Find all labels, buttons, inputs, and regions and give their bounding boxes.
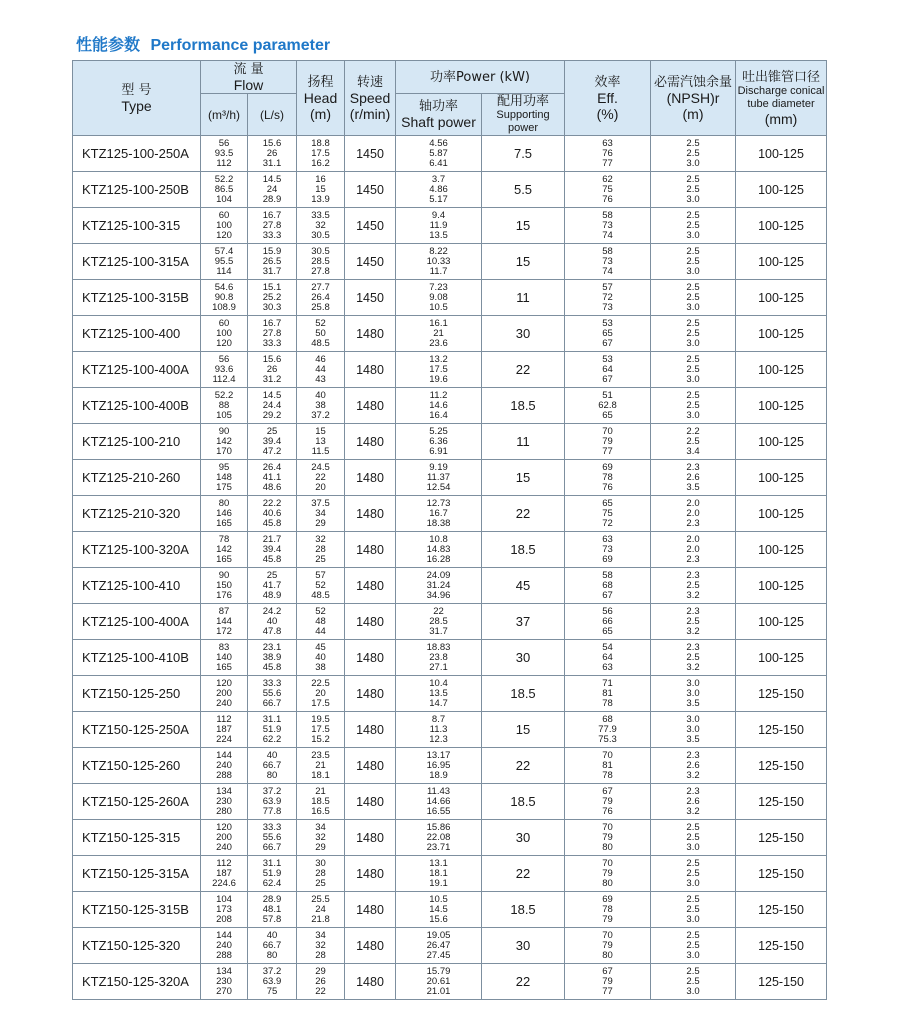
cell-npsh: 2.5 2.5 3.0 [651, 208, 736, 244]
cell-shaft-power: 5.25 6.36 6.91 [396, 424, 482, 460]
cell-flow-m3h: 54.6 90.8 108.9 [201, 280, 248, 316]
cell-shaft-power: 9.4 11.9 13.5 [396, 208, 482, 244]
cell-head: 34 32 29 [297, 820, 345, 856]
cell-type: KTZ125-210-320 [73, 496, 201, 532]
cell-type: KTZ150-125-315A [73, 856, 201, 892]
cell-shaft-power: 19.05 26.47 27.45 [396, 928, 482, 964]
cell-flow-m3h: 60 100 120 [201, 316, 248, 352]
header-supporting-power: 配用功率 Supporting power [482, 94, 565, 136]
cell-npsh: 2.5 2.5 3.0 [651, 352, 736, 388]
cell-shaft-power: 15.86 22.08 23.71 [396, 820, 482, 856]
cell-type: KTZ125-100-315B [73, 280, 201, 316]
cell-diameter: 125-150 [736, 748, 827, 784]
header-flow: 流 量 Flow [201, 61, 297, 94]
cell-npsh: 2.3 2.6 3.2 [651, 784, 736, 820]
cell-eff: 57 72 73 [565, 280, 651, 316]
table-row [73, 604, 827, 640]
table-row [73, 964, 827, 1000]
table-row [73, 568, 827, 604]
cell-diameter: 100-125 [736, 532, 827, 568]
cell-shaft-power: 4.56 5.87 6.41 [396, 136, 482, 172]
cell-flow-ls: 14.5 24.4 29.2 [248, 388, 297, 424]
cell-head: 19.5 17.5 15.2 [297, 712, 345, 748]
cell-flow-ls: 40 66.7 80 [248, 748, 297, 784]
cell-flow-m3h: 90 142 170 [201, 424, 248, 460]
cell-type: KTZ125-100-315 [73, 208, 201, 244]
cell-head: 21 18.5 16.5 [297, 784, 345, 820]
cell-flow-m3h: 87 144 172 [201, 604, 248, 640]
cell-eff: 69 78 79 [565, 892, 651, 928]
cell-diameter: 100-125 [736, 352, 827, 388]
cell-diameter: 125-150 [736, 784, 827, 820]
cell-head: 30.5 28.5 27.8 [297, 244, 345, 280]
cell-type: KTZ150-125-250A [73, 712, 201, 748]
cell-npsh: 2.5 2.5 3.0 [651, 244, 736, 280]
cell-type: KTZ125-100-400B [73, 388, 201, 424]
cell-type: KTZ125-100-400 [73, 316, 201, 352]
cell-flow-m3h: 134 230 270 [201, 964, 248, 1000]
table-row [73, 244, 827, 280]
cell-type: KTZ150-125-315 [73, 820, 201, 856]
cell-flow-ls: 21.7 39.4 45.8 [248, 532, 297, 568]
cell-npsh: 2.5 2.5 3.0 [651, 388, 736, 424]
cell-npsh: 2.5 2.5 3.0 [651, 928, 736, 964]
cell-diameter: 100-125 [736, 460, 827, 496]
cell-flow-m3h: 52.2 86.5 104 [201, 172, 248, 208]
cell-supporting-power: 18.5 [482, 784, 565, 820]
performance-table [72, 60, 827, 1000]
cell-flow-m3h: 95 148 175 [201, 460, 248, 496]
cell-diameter: 100-125 [736, 496, 827, 532]
header-type: 型 号 Type [73, 61, 201, 136]
table-row [73, 424, 827, 460]
title-en: Performance parameter [150, 37, 331, 54]
cell-head: 37.5 34 29 [297, 496, 345, 532]
cell-shaft-power: 13.17 16.95 18.9 [396, 748, 482, 784]
cell-diameter: 100-125 [736, 136, 827, 172]
cell-flow-ls: 28.9 48.1 57.8 [248, 892, 297, 928]
cell-type: KTZ150-125-315B [73, 892, 201, 928]
table-row [73, 136, 827, 172]
cell-npsh: 2.2 2.5 3.4 [651, 424, 736, 460]
cell-diameter: 100-125 [736, 172, 827, 208]
cell-npsh: 2.5 2.5 3.0 [651, 136, 736, 172]
table-row [73, 352, 827, 388]
cell-shaft-power: 7.23 9.08 10.5 [396, 280, 482, 316]
cell-diameter: 125-150 [736, 928, 827, 964]
cell-npsh: 2.3 2.6 3.2 [651, 748, 736, 784]
cell-npsh: 2.0 2.0 2.3 [651, 496, 736, 532]
cell-flow-m3h: 120 200 240 [201, 820, 248, 856]
cell-flow-ls: 40 66.7 80 [248, 928, 297, 964]
cell-speed: 1480 [345, 892, 396, 928]
header-diameter: 吐出锥管口径 Discharge conical tube diameter (mm) [736, 61, 827, 136]
cell-supporting-power: 22 [482, 352, 565, 388]
cell-speed: 1480 [345, 532, 396, 568]
cell-supporting-power: 22 [482, 496, 565, 532]
cell-supporting-power: 18.5 [482, 892, 565, 928]
cell-type: KTZ125-100-400A [73, 352, 201, 388]
table-row [73, 676, 827, 712]
cell-flow-m3h: 104 173 208 [201, 892, 248, 928]
table-row [73, 496, 827, 532]
cell-flow-ls: 15.1 25.2 30.3 [248, 280, 297, 316]
cell-type: KTZ150-125-260 [73, 748, 201, 784]
table-row [73, 712, 827, 748]
cell-shaft-power: 10.5 14.5 15.6 [396, 892, 482, 928]
cell-flow-ls: 15.9 26.5 31.7 [248, 244, 297, 280]
cell-npsh: 2.5 2.5 3.0 [651, 820, 736, 856]
cell-npsh: 2.5 2.5 3.0 [651, 892, 736, 928]
table-row [73, 208, 827, 244]
cell-head: 25.5 24 21.8 [297, 892, 345, 928]
cell-flow-ls: 16.7 27.8 33.3 [248, 208, 297, 244]
cell-flow-ls: 24.2 40 47.8 [248, 604, 297, 640]
cell-supporting-power: 11 [482, 424, 565, 460]
cell-speed: 1480 [345, 568, 396, 604]
cell-flow-ls: 31.1 51.9 62.4 [248, 856, 297, 892]
cell-eff: 58 73 74 [565, 208, 651, 244]
cell-npsh: 2.5 2.5 3.0 [651, 280, 736, 316]
cell-eff: 67 79 77 [565, 964, 651, 1000]
cell-supporting-power: 15 [482, 244, 565, 280]
cell-diameter: 125-150 [736, 964, 827, 1000]
table-row [73, 640, 827, 676]
cell-head: 45 40 38 [297, 640, 345, 676]
cell-type: KTZ125-100-400A [73, 604, 201, 640]
cell-diameter: 100-125 [736, 280, 827, 316]
cell-eff: 63 76 77 [565, 136, 651, 172]
cell-flow-ls: 15.6 26 31.1 [248, 136, 297, 172]
cell-shaft-power: 15.79 20.61 21.01 [396, 964, 482, 1000]
cell-head: 18.8 17.5 16.2 [297, 136, 345, 172]
cell-head: 24.5 22 20 [297, 460, 345, 496]
cell-eff: 58 73 74 [565, 244, 651, 280]
cell-head: 22.5 20 17.5 [297, 676, 345, 712]
cell-flow-m3h: 52.2 88 105 [201, 388, 248, 424]
cell-eff: 70 79 80 [565, 856, 651, 892]
cell-eff: 68 77.9 75.3 [565, 712, 651, 748]
cell-flow-ls: 33.3 55.6 66.7 [248, 820, 297, 856]
cell-type: KTZ150-125-250 [73, 676, 201, 712]
table-row [73, 280, 827, 316]
cell-speed: 1480 [345, 820, 396, 856]
cell-shaft-power: 12.73 16.7 18.38 [396, 496, 482, 532]
cell-type: KTZ125-100-410 [73, 568, 201, 604]
cell-shaft-power: 24.09 31.24 34.96 [396, 568, 482, 604]
cell-supporting-power: 11 [482, 280, 565, 316]
table-row [73, 316, 827, 352]
cell-flow-ls: 15.6 26 31.2 [248, 352, 297, 388]
cell-flow-m3h: 90 150 176 [201, 568, 248, 604]
cell-diameter: 125-150 [736, 676, 827, 712]
cell-speed: 1480 [345, 496, 396, 532]
cell-diameter: 100-125 [736, 568, 827, 604]
cell-npsh: 2.5 2.5 3.0 [651, 316, 736, 352]
cell-supporting-power: 15 [482, 712, 565, 748]
cell-speed: 1450 [345, 172, 396, 208]
cell-type: KTZ125-100-250B [73, 172, 201, 208]
table-row [73, 856, 827, 892]
table-row [73, 532, 827, 568]
cell-npsh: 2.3 2.5 3.2 [651, 640, 736, 676]
cell-head: 40 38 37.2 [297, 388, 345, 424]
cell-npsh: 2.5 2.5 3.0 [651, 856, 736, 892]
cell-flow-m3h: 56 93.5 112 [201, 136, 248, 172]
cell-supporting-power: 15 [482, 460, 565, 496]
cell-speed: 1480 [345, 424, 396, 460]
cell-flow-ls: 25 41.7 48.9 [248, 568, 297, 604]
cell-diameter: 125-150 [736, 892, 827, 928]
cell-diameter: 100-125 [736, 424, 827, 460]
cell-eff: 63 73 69 [565, 532, 651, 568]
cell-speed: 1480 [345, 964, 396, 1000]
cell-eff: 70 79 77 [565, 424, 651, 460]
cell-flow-ls: 25 39.4 47.2 [248, 424, 297, 460]
cell-flow-ls: 14.5 24 28.9 [248, 172, 297, 208]
header-eff: 效率 Eff. (%) [565, 61, 651, 136]
cell-speed: 1480 [345, 748, 396, 784]
cell-shaft-power: 16.1 21 23.6 [396, 316, 482, 352]
cell-flow-ls: 22.2 40.6 45.8 [248, 496, 297, 532]
cell-diameter: 125-150 [736, 856, 827, 892]
cell-eff: 65 75 72 [565, 496, 651, 532]
cell-shaft-power: 22 28.5 31.7 [396, 604, 482, 640]
cell-speed: 1480 [345, 640, 396, 676]
cell-flow-m3h: 57.4 95.5 114 [201, 244, 248, 280]
cell-flow-m3h: 80 146 165 [201, 496, 248, 532]
cell-speed: 1480 [345, 784, 396, 820]
cell-flow-m3h: 112 187 224 [201, 712, 248, 748]
cell-diameter: 125-150 [736, 712, 827, 748]
cell-head: 32 28 25 [297, 532, 345, 568]
cell-supporting-power: 30 [482, 316, 565, 352]
cell-diameter: 100-125 [736, 316, 827, 352]
cell-flow-m3h: 134 230 280 [201, 784, 248, 820]
cell-shaft-power: 18.83 23.8 27.1 [396, 640, 482, 676]
cell-flow-ls: 37.2 63.9 77.8 [248, 784, 297, 820]
cell-supporting-power: 22 [482, 748, 565, 784]
cell-eff: 58 68 67 [565, 568, 651, 604]
cell-flow-ls: 31.1 51.9 62.2 [248, 712, 297, 748]
cell-speed: 1480 [345, 604, 396, 640]
cell-npsh: 2.0 2.0 2.3 [651, 532, 736, 568]
page-title [76, 33, 330, 57]
cell-diameter: 100-125 [736, 208, 827, 244]
cell-shaft-power: 10.8 14.83 16.28 [396, 532, 482, 568]
cell-speed: 1480 [345, 676, 396, 712]
cell-type: KTZ125-100-315A [73, 244, 201, 280]
header-shaft-power: 轴功率 Shaft power [396, 94, 482, 136]
cell-flow-m3h: 83 140 165 [201, 640, 248, 676]
table-row [73, 748, 827, 784]
cell-supporting-power: 18.5 [482, 388, 565, 424]
header-head: 扬程 Head (m) [297, 61, 345, 136]
cell-shaft-power: 8.22 10.33 11.7 [396, 244, 482, 280]
cell-eff: 53 64 67 [565, 352, 651, 388]
cell-flow-ls: 37.2 63.9 75 [248, 964, 297, 1000]
cell-diameter: 100-125 [736, 388, 827, 424]
cell-flow-m3h: 112 187 224.6 [201, 856, 248, 892]
cell-speed: 1450 [345, 244, 396, 280]
cell-diameter: 100-125 [736, 604, 827, 640]
cell-flow-m3h: 78 142 165 [201, 532, 248, 568]
cell-type: KTZ125-100-250A [73, 136, 201, 172]
cell-speed: 1480 [345, 316, 396, 352]
cell-supporting-power: 22 [482, 964, 565, 1000]
cell-head: 34 32 28 [297, 928, 345, 964]
cell-supporting-power: 30 [482, 640, 565, 676]
cell-diameter: 100-125 [736, 640, 827, 676]
cell-speed: 1450 [345, 280, 396, 316]
cell-flow-m3h: 60 100 120 [201, 208, 248, 244]
cell-type: KTZ150-125-260A [73, 784, 201, 820]
cell-head: 23.5 21 18.1 [297, 748, 345, 784]
cell-eff: 56 66 65 [565, 604, 651, 640]
cell-eff: 70 79 80 [565, 820, 651, 856]
cell-diameter: 100-125 [736, 244, 827, 280]
cell-type: KTZ125-100-410B [73, 640, 201, 676]
cell-head: 16 15 13.9 [297, 172, 345, 208]
cell-type: KTZ150-125-320 [73, 928, 201, 964]
cell-flow-ls: 26.4 41.1 48.6 [248, 460, 297, 496]
table-row [73, 388, 827, 424]
cell-head: 29 26 22 [297, 964, 345, 1000]
header-speed: 转速 Speed (r/min) [345, 61, 396, 136]
cell-speed: 1450 [345, 136, 396, 172]
cell-shaft-power: 11.2 14.6 16.4 [396, 388, 482, 424]
cell-head: 52 50 48.5 [297, 316, 345, 352]
cell-shaft-power: 10.4 13.5 14.7 [396, 676, 482, 712]
cell-speed: 1450 [345, 208, 396, 244]
cell-flow-m3h: 56 93.6 112.4 [201, 352, 248, 388]
cell-head: 30 28 25 [297, 856, 345, 892]
cell-type: KTZ150-125-320A [73, 964, 201, 1000]
table-row [73, 820, 827, 856]
cell-supporting-power: 15 [482, 208, 565, 244]
cell-speed: 1480 [345, 856, 396, 892]
cell-supporting-power: 30 [482, 820, 565, 856]
cell-flow-ls: 16.7 27.8 33.3 [248, 316, 297, 352]
cell-eff: 51 62.8 65 [565, 388, 651, 424]
cell-shaft-power: 13.1 18.1 19.1 [396, 856, 482, 892]
cell-supporting-power: 5.5 [482, 172, 565, 208]
cell-speed: 1480 [345, 928, 396, 964]
cell-shaft-power: 13.2 17.5 19.6 [396, 352, 482, 388]
table-row [73, 460, 827, 496]
cell-shaft-power: 8.7 11.3 12.3 [396, 712, 482, 748]
cell-head: 52 48 44 [297, 604, 345, 640]
header-flow-m3h: (m³/h) [201, 94, 248, 136]
cell-diameter: 125-150 [736, 820, 827, 856]
cell-npsh: 2.3 2.5 3.2 [651, 568, 736, 604]
cell-head: 57 52 48.5 [297, 568, 345, 604]
table-row [73, 172, 827, 208]
cell-head: 27.7 26.4 25.8 [297, 280, 345, 316]
cell-npsh: 2.3 2.5 3.2 [651, 604, 736, 640]
cell-supporting-power: 7.5 [482, 136, 565, 172]
cell-flow-ls: 23.1 38.9 45.8 [248, 640, 297, 676]
cell-npsh: 2.5 2.5 3.0 [651, 172, 736, 208]
cell-supporting-power: 45 [482, 568, 565, 604]
cell-eff: 70 81 78 [565, 748, 651, 784]
cell-shaft-power: 11.43 14.66 16.55 [396, 784, 482, 820]
cell-flow-m3h: 144 240 288 [201, 928, 248, 964]
header-flow-ls: (L/s) [248, 94, 297, 136]
cell-eff: 54 64 63 [565, 640, 651, 676]
header-power: 功率Power (kW) [396, 61, 565, 94]
table-row [73, 892, 827, 928]
cell-npsh: 3.0 3.0 3.5 [651, 712, 736, 748]
cell-flow-m3h: 120 200 240 [201, 676, 248, 712]
cell-eff: 53 65 67 [565, 316, 651, 352]
cell-eff: 69 78 76 [565, 460, 651, 496]
cell-type: KTZ125-210-260 [73, 460, 201, 496]
cell-head: 33.5 32 30.5 [297, 208, 345, 244]
cell-head: 15 13 11.5 [297, 424, 345, 460]
cell-npsh: 2.3 2.6 3.5 [651, 460, 736, 496]
header-npsh: 必需汽蚀余量 (NPSH)r (m) [651, 61, 736, 136]
cell-eff: 71 81 78 [565, 676, 651, 712]
cell-npsh: 2.5 2.5 3.0 [651, 964, 736, 1000]
cell-eff: 62 75 76 [565, 172, 651, 208]
table-row [73, 784, 827, 820]
cell-speed: 1480 [345, 388, 396, 424]
cell-supporting-power: 18.5 [482, 532, 565, 568]
cell-flow-ls: 33.3 55.6 66.7 [248, 676, 297, 712]
cell-type: KTZ125-100-320A [73, 532, 201, 568]
cell-speed: 1480 [345, 712, 396, 748]
cell-speed: 1480 [345, 352, 396, 388]
cell-shaft-power: 9.19 11.37 12.54 [396, 460, 482, 496]
cell-head: 46 44 43 [297, 352, 345, 388]
cell-flow-m3h: 144 240 288 [201, 748, 248, 784]
cell-speed: 1480 [345, 460, 396, 496]
cell-supporting-power: 18.5 [482, 676, 565, 712]
cell-supporting-power: 37 [482, 604, 565, 640]
cell-shaft-power: 3.7 4.86 5.17 [396, 172, 482, 208]
table-body [73, 136, 827, 1000]
cell-supporting-power: 30 [482, 928, 565, 964]
cell-type: KTZ125-100-210 [73, 424, 201, 460]
cell-eff: 67 79 76 [565, 784, 651, 820]
cell-eff: 70 79 80 [565, 928, 651, 964]
cell-supporting-power: 22 [482, 856, 565, 892]
table-row [73, 928, 827, 964]
title-cn: 性能参数 [76, 35, 141, 54]
cell-npsh: 3.0 3.0 3.5 [651, 676, 736, 712]
